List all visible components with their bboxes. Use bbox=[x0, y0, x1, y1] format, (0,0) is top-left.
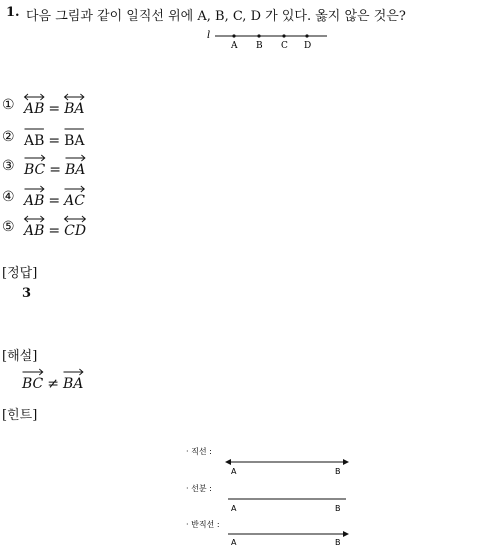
option-5-left-label: AB bbox=[24, 223, 45, 239]
option-2-right-term bbox=[64, 124, 84, 149]
explanation-right-term bbox=[63, 367, 83, 392]
hint-segment-end: B bbox=[335, 504, 341, 513]
option-1[interactable] bbox=[2, 92, 85, 117]
option-4-expression bbox=[24, 184, 85, 209]
option-4-right-label: AC bbox=[64, 193, 85, 209]
hint-segment-name: · 선분 : bbox=[186, 484, 212, 493]
option-2-left-label: AB bbox=[24, 133, 45, 149]
option-3-expression bbox=[24, 153, 85, 178]
line-overline-symbol bbox=[24, 92, 44, 101]
point-c-dot bbox=[282, 34, 285, 37]
explanation-expression bbox=[22, 367, 83, 392]
not-equal-sign: ≠ bbox=[47, 376, 59, 392]
hint-line-start: A bbox=[231, 467, 237, 476]
option-4-left-term bbox=[24, 184, 44, 209]
option-1-left-label: AB bbox=[24, 101, 45, 117]
line-label: l bbox=[207, 30, 211, 41]
segment-overline-symbol bbox=[64, 124, 84, 133]
option-1-expression bbox=[24, 92, 85, 117]
explanation-left-label: BC bbox=[22, 376, 44, 392]
point-b-dot bbox=[257, 34, 260, 37]
option-1-right-label: BA bbox=[64, 101, 85, 117]
line-overline-symbol bbox=[64, 92, 84, 101]
ray-overline-symbol bbox=[22, 367, 43, 376]
option-3[interactable] bbox=[2, 153, 85, 178]
option-4[interactable] bbox=[2, 184, 85, 209]
option-3-number: ③ bbox=[2, 157, 15, 174]
option-3-left-label: BC bbox=[24, 162, 46, 178]
line-overline-symbol bbox=[24, 214, 44, 223]
option-5-right-label: CD bbox=[64, 223, 87, 239]
option-4-right-term bbox=[64, 184, 85, 209]
hint-segment-start: A bbox=[231, 504, 237, 513]
equals-sign: = bbox=[49, 162, 61, 178]
option-3-right-label: BA bbox=[65, 162, 86, 178]
explanation-right-label: BA bbox=[63, 376, 84, 392]
hint-heading: [힌트] bbox=[2, 408, 38, 423]
option-5-expression bbox=[24, 214, 86, 239]
hint-figure bbox=[180, 444, 360, 547]
ray-overline-symbol bbox=[24, 153, 45, 162]
segment-overline-symbol bbox=[24, 124, 44, 133]
option-1-number: ① bbox=[2, 96, 15, 113]
option-1-left-term bbox=[24, 92, 44, 117]
hint-ray-end: B bbox=[335, 538, 341, 547]
option-2[interactable] bbox=[2, 124, 85, 149]
point-d-label: D bbox=[304, 41, 312, 51]
hint-line-name: · 직선 : bbox=[186, 447, 212, 456]
point-c-label: C bbox=[281, 41, 288, 51]
question-number: 1. bbox=[6, 5, 20, 20]
explanation-heading: [해설] bbox=[2, 349, 38, 364]
answer-heading: [정답] bbox=[2, 266, 38, 281]
ray-overline-symbol bbox=[64, 184, 85, 193]
option-5[interactable] bbox=[2, 214, 86, 239]
equals-sign: = bbox=[48, 133, 61, 149]
explanation-left-term bbox=[22, 367, 43, 392]
option-2-number: ② bbox=[2, 128, 15, 145]
line-overline-symbol bbox=[64, 214, 86, 223]
option-5-right-term bbox=[64, 214, 86, 239]
point-a-label: A bbox=[231, 41, 238, 51]
option-4-left-label: AB bbox=[24, 193, 45, 209]
option-5-number: ⑤ bbox=[2, 218, 15, 235]
option-3-right-term bbox=[65, 153, 85, 178]
answer-value: 3 bbox=[22, 286, 32, 301]
hint-ray-start: A bbox=[231, 538, 237, 547]
option-2-expression bbox=[24, 124, 85, 149]
hint-ray-name: · 반직선 : bbox=[186, 520, 220, 529]
ray-overline-symbol bbox=[24, 184, 44, 193]
option-3-left-term bbox=[24, 153, 45, 178]
question-text: 다음 그림과 같이 일직선 위에 A, B, C, D 가 있다. 옳지 않은 것은? bbox=[26, 9, 406, 24]
option-5-left-term bbox=[24, 214, 44, 239]
equals-sign: = bbox=[48, 193, 61, 209]
point-d-dot bbox=[305, 34, 308, 37]
line-figure bbox=[205, 28, 335, 56]
option-2-right-label: BA bbox=[64, 133, 85, 149]
option-1-right-term bbox=[64, 92, 84, 117]
option-4-number: ④ bbox=[2, 188, 15, 205]
ray-overline-symbol bbox=[65, 153, 85, 162]
option-2-left-term bbox=[24, 124, 44, 149]
hint-line-end: B bbox=[335, 467, 341, 476]
point-b-label: B bbox=[256, 41, 263, 51]
point-a-dot bbox=[232, 34, 235, 37]
equals-sign: = bbox=[48, 101, 61, 117]
ray-overline-symbol bbox=[63, 367, 83, 376]
equals-sign: = bbox=[48, 223, 61, 239]
